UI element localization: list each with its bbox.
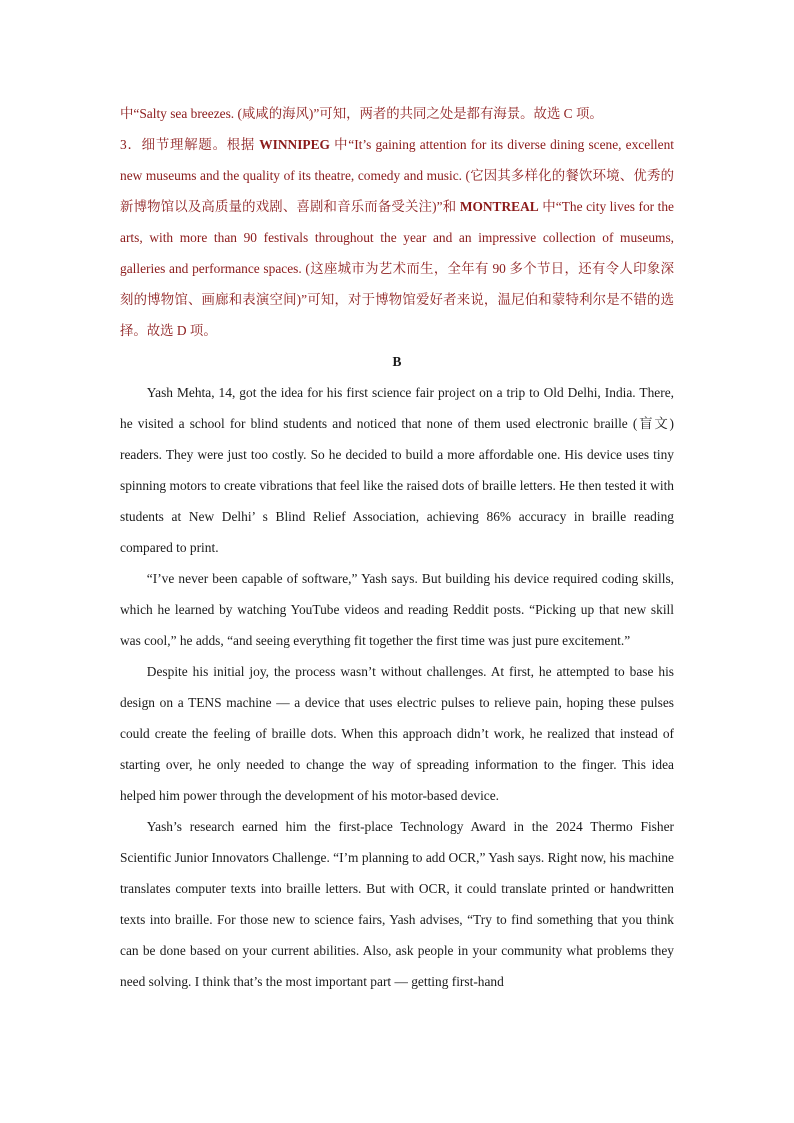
document-page xyxy=(120,98,674,997)
answer-item-3-prefix: 3．细节理解题。根据 xyxy=(120,137,260,152)
keyword-winnipeg: WINNIPEG xyxy=(259,137,330,152)
passage-paragraph-3: Despite his initial joy, the process wasn’t without challenges. At first, he attempted to base his design on a TENS machine — a device that uses electric pulses to relieve pain, hoping these pulses could create the feeling of braille dots. When this approach didn’t work, he realized that instead of starting over, he only needed to change the way of spreading information to the finger. This idea helped him power through the development of his motor-based device. xyxy=(120,664,674,803)
answer-item-3-quote-2: 中“The city lives for the arts, with more than 90 festivals throughout the year and an impressive collection of museums, galleries and performance spaces. (这座城市为艺术而生，全年有 90 多个节日，还有令人印象深刻的博物馆、画廊和表演空间)”可知，对于博物馆爱好者来说，温尼伯和蒙特利尔是不错的选择。故选 D 项。 xyxy=(120,199,675,338)
passage-paragraph-4: Yash’s research earned him the first-place Technology Award in the 2024 Thermo Fisher Scientific Junior Innovators Challenge. “I’m planning to add OCR,” Yash says. Right now, his machine translates computer texts into braille letters. But with OCR, it could translate printed or handwritten texts into braille. For those new to science fairs, Yash advises, “Try to find something that you think can be done based on your current abilities. Also, ask people in your community what problems they need solving. I think that’s the most important part — getting first-hand xyxy=(120,819,674,989)
answer-item-3-quote-1: 中“It’s gaining attention for its diverse dining scene, excellent new museums and the quality of its theatre, comedy and music. (它因其多样化的餐饮环境、优秀的新博物馆以及高质量的戏剧、喜剧和音乐而备受关注)”和 xyxy=(120,137,674,214)
passage-paragraph-2: “I’ve never been capable of software,” Yash says. But building his device required coding skills, which he learned by watching YouTube videos and reading Reddit posts. “Picking up that new skill was cool,” he adds, “and seeing everything fit together the first time was just pure excitement.” xyxy=(120,571,674,648)
answer-line-1: 中“Salty sea breezes. (咸咸的海风)”可知，两者的共同之处是都有海景。故选 C 项。 xyxy=(120,106,603,121)
passage-paragraph-1: Yash Mehta, 14, got the idea for his first science fair project on a trip to Old Delhi, India. There, he visited a school for blind students and noticed that none of them used electronic braille (盲文) readers. They were just too costly. So he decided to build a more affordable one. His device uses tiny spinning motors to create vibrations that feel like the raised dots of braille letters. He then tested it with students at New Delhi’ s Blind Relief Association, achieving 86% accuracy in braille reading compared to print. xyxy=(120,385,674,555)
answer-item-3 xyxy=(120,129,674,346)
keyword-montreal: MONTREAL xyxy=(459,199,539,214)
section-label-b: B xyxy=(392,354,402,369)
